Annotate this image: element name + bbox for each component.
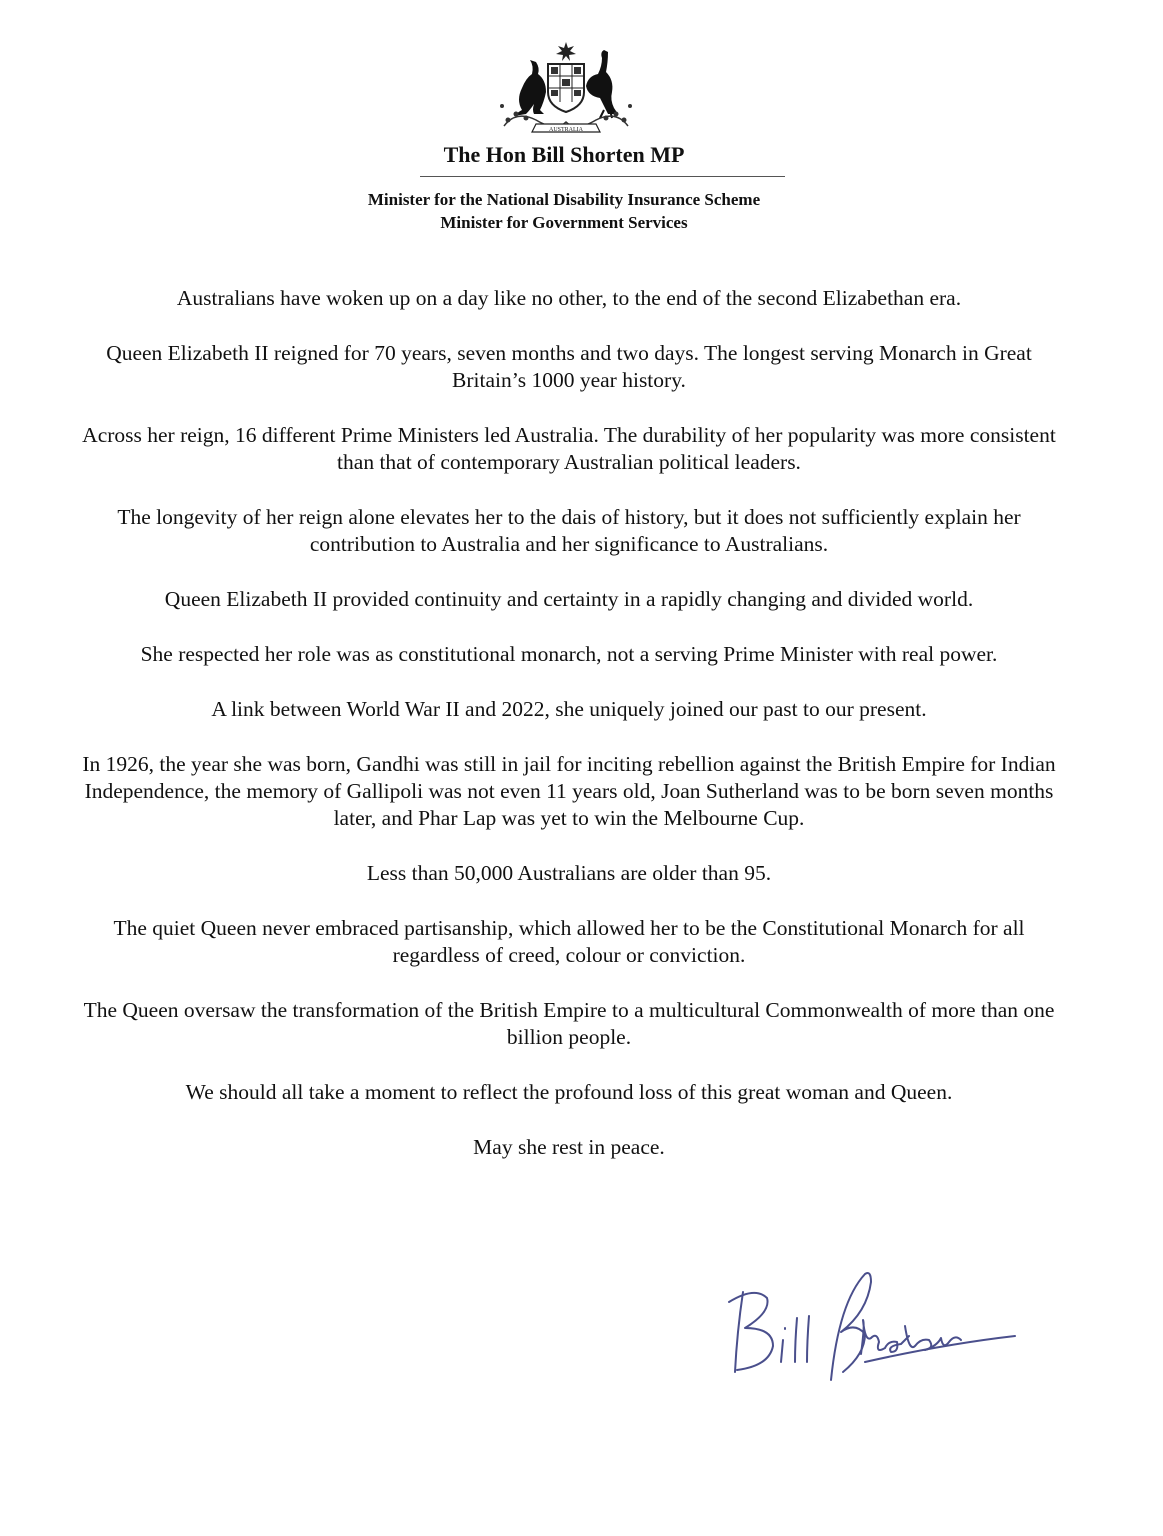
statement-paragraph: Australians have woken up on a day like no other, to the end of the second Elizabethan era. bbox=[176, 286, 962, 310]
statement-paragraph: Queen Elizabeth II reigned for 70 years, seven months and two days. The longest serving Monarch in Great Britain’s 1000 year history. bbox=[106, 341, 1032, 392]
statement-paragraph: She respected her role was as constitutional monarch, not a serving Prime Minister with real power. bbox=[140, 642, 998, 666]
coat-of-arms-icon bbox=[496, 40, 636, 138]
handwritten-signature bbox=[715, 1262, 1035, 1402]
statement-paragraph: In 1926, the year she was born, Gandhi was still in jail for inciting rebellion against the British Empire for Indian Independence, the memory of Gallipoli was not even 11 years old, Joan Sutherland was to be born seven months later, and Phar Lap was yet to win the Melbourne Cup. bbox=[82, 752, 1056, 830]
statement-body bbox=[80, 285, 1058, 1189]
header-divider bbox=[420, 176, 785, 177]
portfolio-title: Minister for the National Disability Insurance Scheme bbox=[367, 190, 761, 209]
statement-paragraph: Less than 50,000 Australians are older than 95. bbox=[366, 861, 772, 885]
portfolio-title: Minister for Government Services bbox=[440, 213, 688, 232]
statement-paragraph: Queen Elizabeth II provided continuity and certainty in a rapidly changing and divided world. bbox=[164, 587, 974, 611]
minister-name: The Hon Bill Shorten MP bbox=[443, 142, 685, 167]
statement-paragraph: The quiet Queen never embraced partisanship, which allowed her to be the Constitutional Monarch for all regardless of creed, colour or conviction. bbox=[113, 916, 1025, 967]
statement-paragraph: Across her reign, 16 different Prime Ministers led Australia. The durability of her popularity was more consistent than that of contemporary Australian political leaders. bbox=[82, 423, 1056, 474]
statement-paragraph: May she rest in peace. bbox=[473, 1135, 665, 1159]
crest-motto: AUSTRALIA bbox=[549, 127, 583, 133]
statement-paragraph: The longevity of her reign alone elevates her to the dais of history, but it does not sufficiently explain her contribution to Australia and her significance to Australians. bbox=[117, 505, 1021, 556]
statement-paragraph: The Queen oversaw the transformation of the British Empire to a multicultural Commonwealth of more than one billion people. bbox=[83, 998, 1055, 1049]
portfolio-list bbox=[0, 188, 1128, 234]
statement-paragraph: A link between World War II and 2022, she uniquely joined our past to our present. bbox=[211, 697, 927, 721]
statement-paragraph: We should all take a moment to reflect the profound loss of this great woman and Queen. bbox=[185, 1080, 953, 1104]
